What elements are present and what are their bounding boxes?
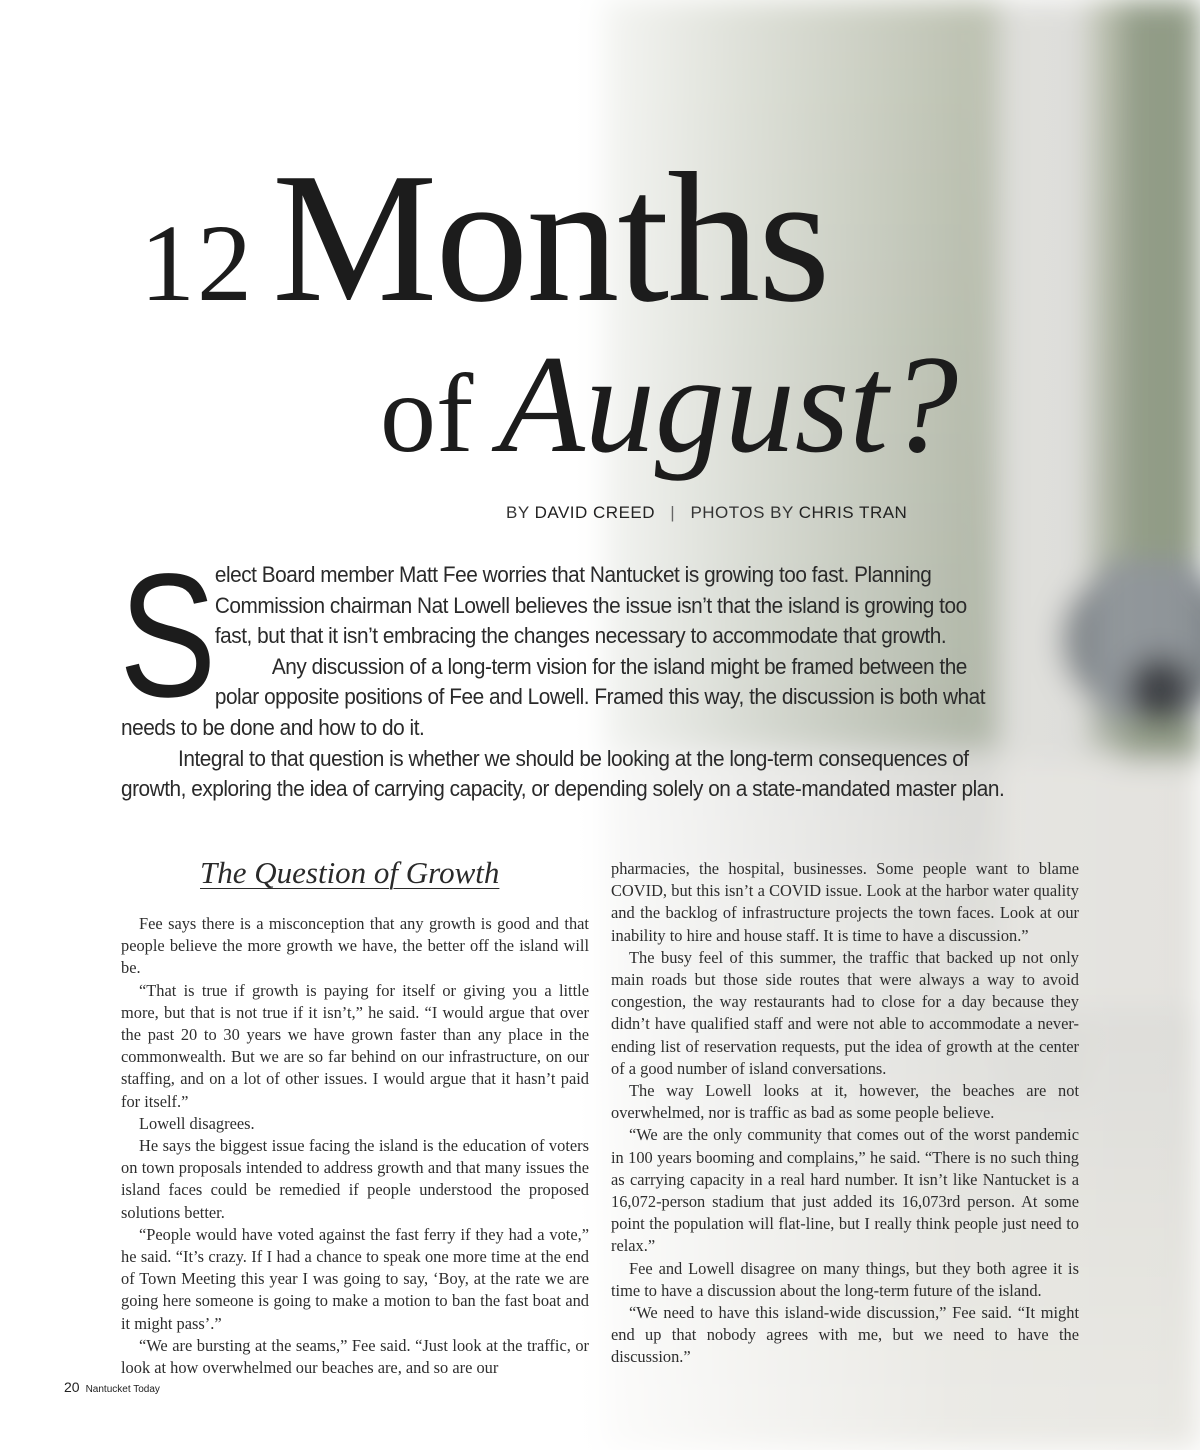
- left-column: [121, 913, 589, 1379]
- intro-paragraph: Any discussion of a long-term vision for the island might be framed between the polar opposite positions of Fee and Lowell. Framed this way, the discussion is both what needs to be done and how to do it.: [121, 653, 986, 740]
- intro-paragraph: elect Board member Matt Fee worries that Nantucket is growing too fast. Planning Commission chairman Nat Lowell believes the issue isn’t that the island is growing too fast, but that it isn’t embracing the changes necessary to accommodate that growth.: [214, 562, 967, 649]
- byline-author: DAVID CREED: [534, 503, 656, 522]
- title-line-2: [380, 327, 959, 482]
- title-month: August?: [499, 327, 959, 482]
- body-paragraph: pharmacies, the hospital, businesses. Some people want to blame COVID, but this isn’t a COVID issue. Look at the harbor water quality and the backlog of infrastructure projects the town faces. Look at our inability to hire and house staff. It is time to have a discussion.”: [611, 859, 1079, 945]
- body-paragraph: He says the biggest issue facing the island is the education of voters on town proposals intended to address growth and that many issues the island faces could be remedied if people understood the proposed solutions better.: [121, 1136, 589, 1222]
- page-folio: [64, 1379, 160, 1397]
- title-of: of: [380, 352, 474, 476]
- title-number: 12: [140, 202, 254, 324]
- body-paragraph: Lowell disagrees.: [139, 1113, 255, 1133]
- magazine-name: Nantucket Today: [85, 1384, 160, 1395]
- body-paragraph: “That is true if growth is paying for itself or giving you a little more, but that is not true if it isn’t,” he said. “I would argue that over the past 20 to 30 years we have grown faster than any place in the commonwealth. But we are so far behind on our infrastructure, on our staffing, and on a lot of other issues. I would argue that it hasn’t paid for itself.”: [121, 980, 589, 1111]
- byline-separator: |: [670, 503, 676, 522]
- right-column: [611, 858, 1079, 1369]
- body-paragraph: “We need to have this island-wide discussion,” Fee said. “It might end up that nobody agrees with me, but we need to have the discussion.”: [611, 1303, 1079, 1367]
- drop-cap: S: [119, 538, 216, 734]
- byline-photographer: CHRIS TRAN: [798, 503, 908, 522]
- byline-photos-label: PHOTOS BY: [690, 503, 794, 522]
- section-heading: The Question of Growth: [200, 855, 500, 890]
- intro-paragraph: Integral to that question is whether we should be looking at the long-term consequences of growth, exploring the idea of carrying capacity, or depending solely on a state-mandated master plan.: [121, 745, 1005, 802]
- page-number: 20: [64, 1379, 80, 1395]
- body-paragraph: Fee says there is a misconception that any growth is good and that people believe the more growth we have, the better off the island will be.: [121, 914, 589, 978]
- body-paragraph: “We are bursting at the seams,” Fee said. “Just look at the traffic, or look at how overwhelmed our beaches are, and so are our: [121, 1335, 589, 1378]
- intro-text: [119, 538, 1009, 805]
- body-paragraph: The busy feel of this summer, the traffic that backed up not only main roads but those side routes that were always a way to avoid congestion, the way restaurants had to close for a day because they didn’t have qualified staff and were not able to accommodate a never-ending list of reservation requests, put the idea of growth at the center of a good number of island conversations.: [611, 947, 1079, 1078]
- body-paragraph: Fee and Lowell disagree on many things, but they both agree it is time to have a discussion about the long-term future of the island.: [611, 1258, 1079, 1300]
- body-paragraph: The way Lowell looks at it, however, the beaches are not overwhelmed, nor is traffic as bad as some people believe.: [611, 1081, 1079, 1123]
- title-word: Months: [272, 135, 829, 341]
- byline: [506, 503, 907, 523]
- title-line-1: [140, 135, 829, 341]
- body-paragraph: “We are the only community that comes out of the worst pandemic in 100 years booming and complains,” he said. “There is no such thing as carrying capacity in a real hard number. It isn’t like Nantucket is a 16,072-person stadium that just added its 16,073rd person. At some point the population will flat-line, but I really think people just need to relax.”: [611, 1125, 1079, 1256]
- body-paragraph: “People would have voted against the fast ferry if they had a vote,” he said. “It’s crazy. If I had a chance to speak one more time at the end of Town Meeting this year I was going to say, ‘Boy, at the rate we are going here someone is going to make a motion to ban the fast boat and it might pass’.”: [121, 1224, 589, 1333]
- byline-by-label: BY: [506, 503, 530, 522]
